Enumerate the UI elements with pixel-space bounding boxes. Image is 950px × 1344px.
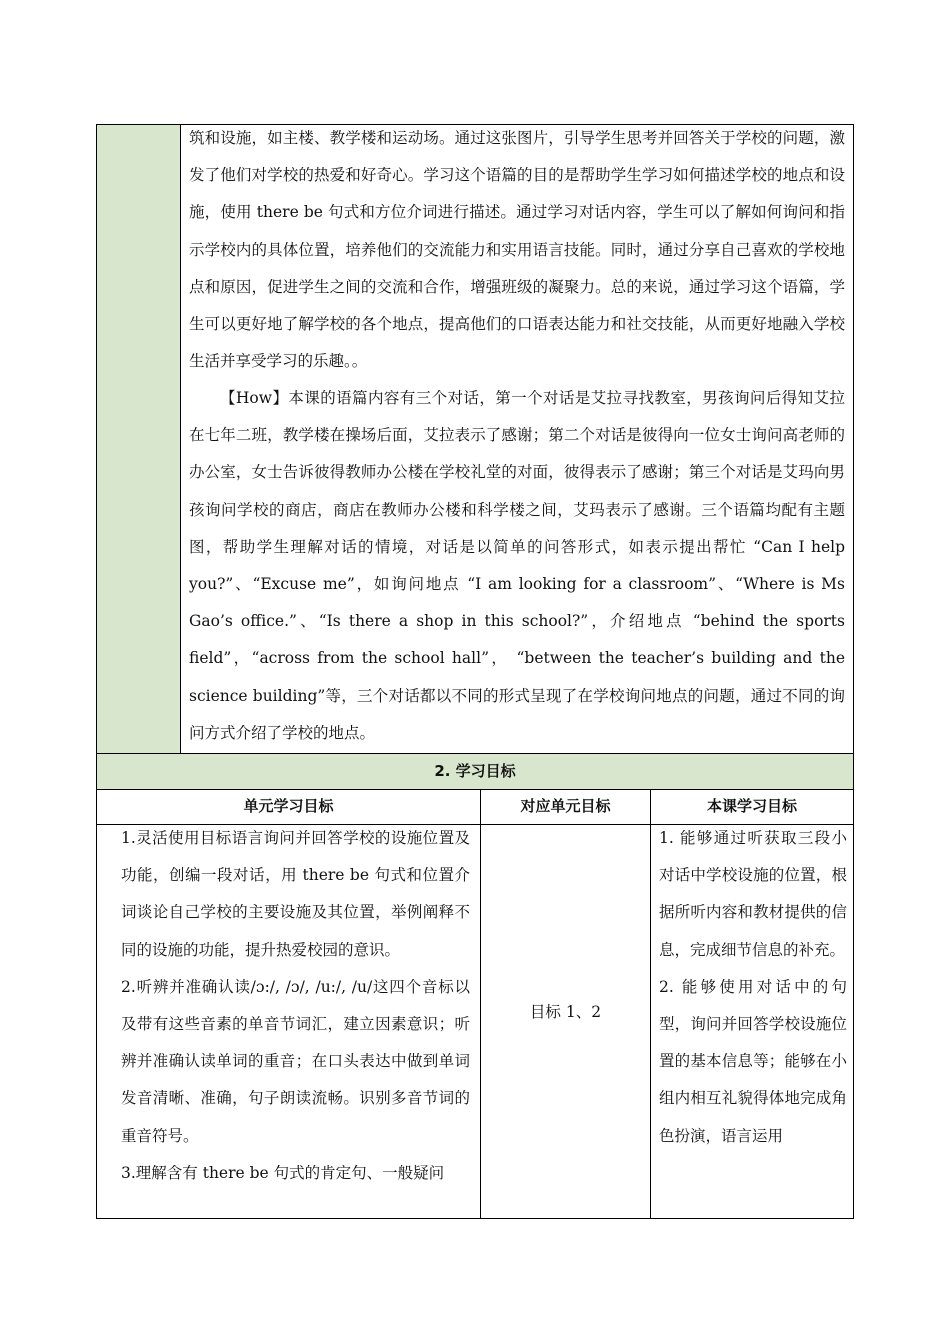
corresponding-goals-value: 目标 1、2: [529, 1003, 602, 1021]
column-divider-1: [180, 124, 181, 754]
header-corresponding-goals: 对应单元目标: [520, 797, 611, 815]
unit-goal-item: 3.理解含有 there be 句式的肯定句、一般疑问: [121, 1163, 445, 1182]
unit-goals-cell: [97, 825, 480, 1218]
row-divider-1: [96, 753, 854, 754]
header-lesson-goals: 本课学习目标: [706, 797, 797, 815]
how-paragraph: 【How】本课的语篇内容有三个对话，第一个对话是艾拉寻找教室，男孩询问后得知艾拉在七年二班，教学楼在操场后面，艾拉表示了感谢；第二个对话是彼得向一位女士询问高老师的办公室，女士告诉彼得教师办公楼在学校礼堂的对面，彼得表示了感谢；第三个对话是艾玛向男孩询问学校的商店，商店在教师办公楼和科学楼之间，艾玛表示了感谢。三个语篇均配有主题图，帮助学生理解对话的情境，对话是以简单的问答形式，如表示提出帮忙 “Can I help you?”、“Excuse me”，如询问地点 “I am looking for a classroom”、“Where is Ms Gao’s office.”、“Is there a shop in this school?”，介绍地点 “behind the sports field”，“across from the school hall”， “between the teacher’s building and the science building”等，三个对话都以不同的形式呈现了在学校询问地点的问题，通过不同的询问方式介绍了学校的地点。: [189, 389, 845, 742]
unit-goal-item: 1.灵活使用目标语言询问并回答学校的设施位置及功能，创编一段对话，用 there be 句式和位置介词谈论自己学校的主要设施及其位置，举例阐释不同的设施的功能，提升热爱校园的意识。: [121, 829, 470, 959]
section-title: 2. 学习目标: [434, 762, 516, 780]
unit-goal-item: 2.听辨并准确认读/ɔ:/, /ɔ/, /u:/, /u/这四个音标以及带有这些音素的单音节词汇，建立因素意识；听辨并准确认读单词的重音；在口头表达中做到单词发音清晰、准确，句子朗读流畅。识别多音节词的重音符号。: [121, 977, 470, 1145]
lesson-goal-item: 2. 能够使用对话中的句型，询问并回答学校设施位置的基本信息等；能够在小组内相互礼貌得体地完成角色扮演，语言运用: [659, 977, 847, 1145]
lesson-goal-item: 1. 能够通过听获取三段小对话中学校设施的位置，根据所听内容和教材提供的信息，完成细节信息的补充。: [659, 829, 847, 959]
left-column-shading: [97, 124, 180, 753]
row-divider-2: [96, 789, 854, 790]
table-border-bottom: [96, 1218, 854, 1219]
what-paragraph: 筑和设施，如主楼、教学楼和运动场。通过这张图片，引导学生思考并回答关于学校的问题，激发了他们对学校的热爱和好奇心。学习这个语篇的目的是帮助学生学习如何描述学校的地点和设施，使用 there be 句式和方位介词进行描述。通过学习对话内容，学生可以了解如何询问和指示学校内的具体位置，培养他们的交流能力和实用语言技能。同时，通过分享自己喜欢的学校地点和原因，促进学生之间的交流和合作，增强班级的凝聚力。总的来说，通过学习这个语篇，学生可以更好地了解学校的各个地点，提高他们的口语表达能力和社交技能，从而更好地融入学校生活并享受学习的乐趣。。: [189, 129, 845, 371]
lesson-goals-cell: [651, 825, 853, 1218]
header-unit-goals: 单元学习目标: [243, 797, 334, 815]
table-border-right: [853, 124, 854, 1219]
